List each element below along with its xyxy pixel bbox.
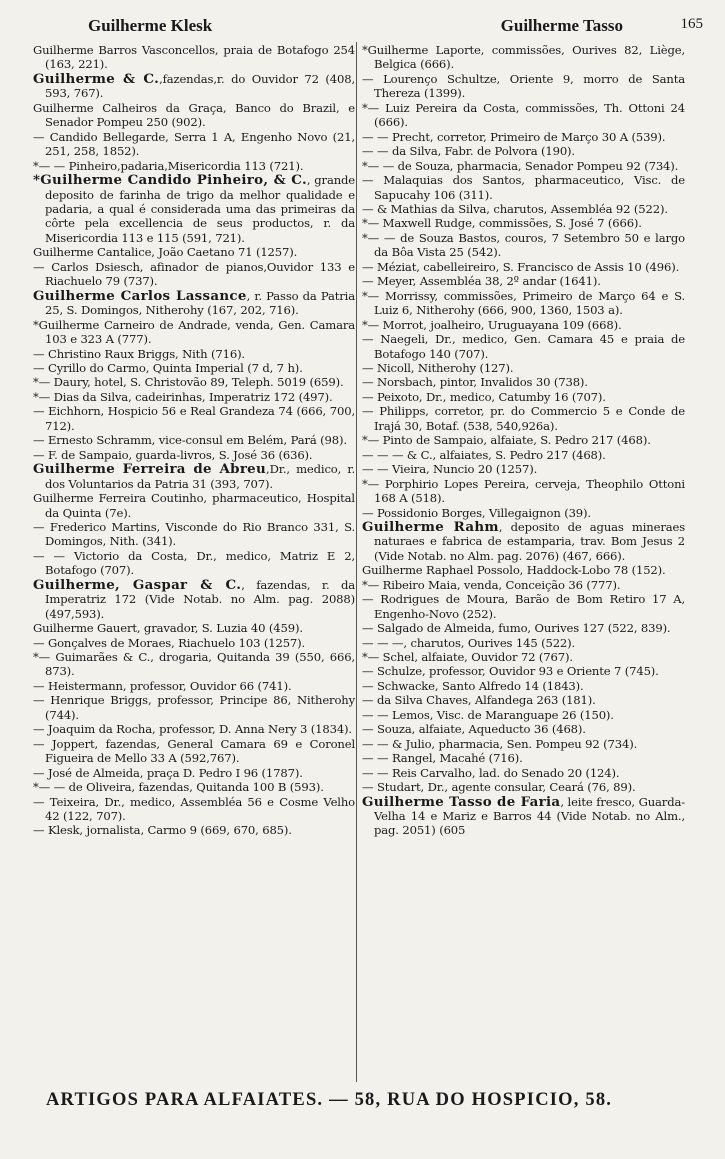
directory-entry <box>33 318 355 347</box>
entry-text: — — Lemos, Visc. de Maranguape 26 (150). <box>362 707 614 722</box>
entry-text: *— Morrot, joalheiro, Uruguayana 109 (668). <box>362 317 622 332</box>
entry-text: ,Dr., medico, r. dos Voluntarios da Patria 31 (393, 707). <box>45 462 355 491</box>
directory-entry <box>362 636 685 650</box>
directory-entry <box>362 592 685 621</box>
directory-entry <box>362 202 685 216</box>
directory-entry <box>33 245 355 259</box>
entry-text: *— Schel, alfaiate, Ouvidor 72 (767). <box>362 650 573 665</box>
footer-advertisement: ARTIGOS PARA ALFAIATES. — 58, RUA DO HOSPICIO, 58. <box>46 1090 613 1110</box>
entry-text: — da Silva Chaves, Alfandega 263 (181). <box>362 693 596 708</box>
directory-entry <box>33 491 355 520</box>
entry-text: — Naegeli, Dr., medico, Gen. Camara 45 e praia de Botafogo 140 (707). <box>362 332 685 361</box>
directory-entry <box>33 737 355 766</box>
directory-entry <box>362 390 685 404</box>
directory-entry <box>33 375 355 389</box>
entry-text: — Possidonio Borges, Villegaignon (39). <box>362 505 591 520</box>
entry-text: — Gonçalves de Moraes, Riachuelo 103 (1257). <box>33 635 306 650</box>
entry-text: — — & Julio, pharmacia, Sen. Pompeu 92 (734). <box>362 736 638 751</box>
directory-entry <box>33 722 355 736</box>
entry-text: — Joppert, fazendas, General Camara 69 e Coronel Figueira de Mello 33 A (592,767). <box>33 736 355 766</box>
directory-entry <box>362 43 685 72</box>
entry-text: — Christino Raux Briggs, Nith (716). <box>33 346 245 361</box>
entry-text: , leite fresco, Guarda-Velha 14 e Mariz e Barros 44 (Vide Notab. no Alm., pag. 2051) (605 <box>374 794 685 838</box>
entry-text: — Klesk, jornalista, Carmo 9 (669, 670, 685). <box>33 823 292 838</box>
entry-text: — Norsbach, pintor, Invalidos 30 (738). <box>362 375 588 390</box>
entry-text: — Carlos Dsiesch, afinador de pianos,Ouvidor 133 e Riachuelo 79 (737). <box>33 259 355 289</box>
directory-entry <box>362 159 685 173</box>
directory-entry <box>33 795 355 824</box>
directory-entry <box>362 361 685 375</box>
entry-text: , deposito de aguas mineraes naturaes e fabrica de estamparia, trav. Bom Jesus 2 (Vide Notab. no Alm. pag. 2076) (467, 666). <box>374 519 685 563</box>
directory-entry <box>362 477 685 506</box>
entry-text: *Guilherme Laporte, commissões, Ourives 82, Liège, Belgica (666). <box>362 43 685 72</box>
entry-text: Guilherme Raphael Possolo, Haddock-Lobo 78 (152). <box>362 563 666 578</box>
directory-entry <box>362 520 685 563</box>
directory-entry <box>362 433 685 447</box>
directory-entry <box>362 72 685 101</box>
directory-entry <box>362 693 685 707</box>
directory-entry <box>362 766 685 780</box>
entry-bold-name: Guilherme Carlos Lassance <box>33 287 247 304</box>
directory-entry <box>362 679 685 693</box>
entry-text: — — —, charutos, Ourives 145 (522). <box>362 635 576 650</box>
entry-text: *— Daury, hotel, S. Christovão 89, Teleph. 5019 (659). <box>33 375 344 390</box>
directory-entry <box>33 173 355 245</box>
entry-text: — José de Almeida, praça D. Pedro I 96 (1787). <box>33 765 303 780</box>
left-column <box>33 43 355 838</box>
directory-entry <box>33 578 355 621</box>
entry-text: — — Victorio da Costa, Dr., medico, Matriz E 2, Botafogo (707). <box>33 548 355 578</box>
entry-text: — Candido Bellegarde, Serra 1 A, Engenho Novo (21, 251, 258, 1852). <box>33 129 355 159</box>
entry-text: — Nicoll, Nitherohy (127). <box>362 360 514 375</box>
directory-entry <box>33 72 355 101</box>
entry-text: — Henrique Briggs, professor, Principe 86, Nitherohy (744). <box>33 693 355 722</box>
entry-text: Guilherme Calheiros da Graça, Banco do Brazil, e Senador Pompeu 250 (902). <box>33 100 355 130</box>
directory-entry <box>362 274 685 288</box>
directory-entry <box>33 43 355 72</box>
entry-text: — Méziat, cabelleireiro, S. Francisco de Assis 10 (496). <box>362 259 680 274</box>
entry-text: — Peixoto, Dr., medico, Catumby 16 (707). <box>362 389 606 404</box>
directory-entry <box>33 404 355 433</box>
entry-text: *— Ribeiro Maia, venda, Conceição 36 (777). <box>362 577 621 592</box>
entry-text: — Schulze, professor, Ouvidor 93 e Oriente 7 (745). <box>362 664 659 679</box>
entry-text: , r. Passo da Patria 25, S. Domingos, Nitherohy (167, 202, 716). <box>45 288 355 318</box>
directory-entry <box>362 664 685 678</box>
directory-entry <box>362 318 685 332</box>
directory-entry <box>362 448 685 462</box>
entry-text: — Lourenço Schultze, Oriente 9, morro de Santa Thereza (1399). <box>362 71 685 101</box>
directory-entry <box>33 766 355 780</box>
entry-text: ,fazendas,r. do Ouvidor 72 (408, 593, 767). <box>45 71 355 101</box>
entry-text: *Guilherme Carneiro de Andrade, venda, Gen. Camara 103 e 323 A (777). <box>33 317 355 347</box>
entry-text: — Rodrigues de Moura, Barão de Bom Retiro 17 A, Engenho-Novo (252). <box>362 592 685 621</box>
entry-text: *— Maxwell Rudge, commissões, S. José 7 (666). <box>362 216 642 231</box>
directory-entry <box>33 823 355 837</box>
right-column <box>362 43 685 838</box>
entry-text: — Malaquias dos Santos, pharmaceutico, Visc. de Sapucahy 106 (311). <box>362 173 685 202</box>
entry-text: — — da Silva, Fabr. de Polvora (190). <box>362 144 575 159</box>
directory-entry <box>33 260 355 289</box>
entry-text: — — Rangel, Macahé (716). <box>362 751 523 766</box>
entry-text: — Frederico Martins, Visconde do Rio Branco 331, S. Domingos, Nith. (341). <box>33 519 355 549</box>
directory-entry <box>362 780 685 794</box>
entry-text: — Ernesto Schramm, vice-consul em Belém, Pará (98). <box>33 433 347 448</box>
entry-text: Guilherme Ferreira Coutinho, pharmaceutico, Hospital da Quinta (7e). <box>33 491 355 520</box>
entry-text: — Studart, Dr., agente consular, Ceará (76, 89). <box>362 780 636 795</box>
entry-text: — — Precht, corretor, Primeiro de Março 30 A (539). <box>362 129 666 144</box>
directory-entry <box>362 404 685 433</box>
directory-entry <box>33 289 355 318</box>
entry-bold-name: Guilherme Rahm <box>362 518 499 535</box>
entry-bold-name: *Guilherme Candido Pinheiro, & C. <box>33 172 307 189</box>
directory-entry <box>33 679 355 693</box>
directory-entry <box>362 506 685 520</box>
directory-entry <box>33 780 355 794</box>
directory-entry <box>362 563 685 577</box>
directory-entry <box>362 289 685 318</box>
entry-text: — Meyer, Assembléa 38, 2º andar (1641). <box>362 274 601 289</box>
directory-entry <box>33 130 355 159</box>
directory-entry <box>362 101 685 130</box>
page-number: 165 <box>680 16 703 32</box>
entry-text: *— Luiz Pereira da Costa, commissões, Th. Ottoni 24 (666). <box>362 100 685 130</box>
entry-text: — — — & C., alfaiates, S. Pedro 217 (468). <box>362 447 606 462</box>
entry-text: *— Guimarães & C., drogaria, Quitanda 39 (550, 666, 873). <box>33 650 355 679</box>
entry-text: — Teixeira, Dr., medico, Assembléa 56 e Cosme Velho 42 (122, 707). <box>33 794 355 824</box>
column-divider <box>356 42 357 1082</box>
entry-text: *— — de Souza, pharmacia, Senador Pompeu 92 (734). <box>362 158 679 173</box>
directory-entry <box>362 722 685 736</box>
directory-entry <box>33 636 355 650</box>
entry-text: — Cyrillo do Carmo, Quinta Imperial (7 d, 7 h). <box>33 360 303 375</box>
entry-text: *— — de Souza Bastos, couros, 7 Setembro 50 e largo da Bôa Vista 25 (542). <box>362 230 685 260</box>
directory-entry <box>33 390 355 404</box>
entry-text: Guilherme Gauert, gravador, S. Luzia 40 (459). <box>33 621 303 636</box>
entry-text: Guilherme Cantalice, João Caetano 71 (1257). <box>33 245 298 260</box>
directory-entry <box>33 650 355 679</box>
entry-text: , grande deposito de farinha de trigo da melhor qualidade e padaria, a qual é considerada uma das primeiras da côrte pela excellencia de seus productos, r. da Misericordia 113 e 115 (591, 721). <box>45 173 356 245</box>
directory-entry <box>33 448 355 462</box>
directory-entry <box>362 332 685 361</box>
entry-text: — & Mathias da Silva, charutos, Assembléa 92 (522). <box>362 201 668 216</box>
entry-text: *— Dias da Silva, cadeirinhas, Imperatriz 172 (497). <box>33 389 333 404</box>
directory-entry <box>362 216 685 230</box>
directory-entry <box>362 462 685 476</box>
directory-entry <box>362 737 685 751</box>
directory-entry <box>33 549 355 578</box>
directory-entry <box>33 520 355 549</box>
directory-entry <box>362 708 685 722</box>
directory-entry <box>362 578 685 592</box>
directory-entry <box>362 375 685 389</box>
entry-text: *— — de Oliveira, fazendas, Quitanda 100 B (593). <box>33 780 324 795</box>
entry-text: — — Vieira, Nuncio 20 (1257). <box>362 462 538 477</box>
directory-entry <box>362 173 685 202</box>
directory-entry <box>362 130 685 144</box>
entry-text: Guilherme Barros Vasconcellos, praia de Botafogo 254 (163, 221). <box>33 43 355 72</box>
directory-entry <box>33 347 355 361</box>
entry-text: *— — Pinheiro,padaria,Misericordia 113 (721). <box>33 158 304 173</box>
entry-text: — Eichhorn, Hospicio 56 e Real Grandeza 74 (666, 700, 712). <box>33 404 355 433</box>
entry-text: *— Pinto de Sampaio, alfaiate, S. Pedro 217 (468). <box>362 433 651 448</box>
entry-text: — — Reis Carvalho, lad. do Senado 20 (124). <box>362 765 620 780</box>
entry-text: — Joaquim da Rocha, professor, D. Anna Nery 3 (1834). <box>33 722 352 737</box>
directory-entry <box>33 159 355 173</box>
entry-text: — Salgado de Almeida, fumo, Ourives 127 (522, 839). <box>362 621 671 636</box>
entry-text: — F. de Sampaio, guarda-livros, S. José 36 (636). <box>33 447 313 462</box>
entry-bold-name: Guilherme Ferreira de Abreu <box>33 461 267 478</box>
directory-entry <box>362 260 685 274</box>
entry-text: , fazendas, r. da Imperatriz 172 (Vide Notab. no Alm. pag. 2088) (497,593). <box>45 577 356 621</box>
directory-entry <box>33 433 355 447</box>
directory-entry <box>33 101 355 130</box>
entry-bold-name: Guilherme, Gaspar & C. <box>33 576 242 593</box>
directory-entry <box>362 144 685 158</box>
directory-entry <box>362 795 685 838</box>
directory-entry <box>362 751 685 765</box>
directory-entry <box>33 462 355 491</box>
directory-entry <box>362 621 685 635</box>
entry-text: *— Morrissy, commissões, Primeiro de Março 64 e S. Luiz 6, Nitherohy (666, 900, 1360, 1503 a). <box>362 288 685 318</box>
directory-entry <box>33 361 355 375</box>
page-header <box>60 16 703 38</box>
entry-text: — Schwacke, Santo Alfredo 14 (1843). <box>362 678 584 693</box>
directory-entry <box>362 650 685 664</box>
header-left-name: Guilherme Klesk <box>88 16 213 35</box>
directory-entry <box>33 693 355 722</box>
entry-text: — Philipps, corretor, pr. do Commercio 5 e Conde de Irajá 30, Botaf. (538, 540,926a). <box>362 404 685 433</box>
entry-text: *— Porphirio Lopes Pereira, cerveja, Theophilo Ottoni 168 A (518). <box>362 476 685 506</box>
header-right-name: Guilherme Tasso <box>500 16 623 35</box>
directory-entry <box>33 621 355 635</box>
entry-text: — Heistermann, professor, Ouvidor 66 (741). <box>33 678 292 693</box>
directory-entry <box>362 231 685 260</box>
entry-text: — Souza, alfaiate, Aqueducto 36 (468). <box>362 722 586 737</box>
entry-bold-name: Guilherme Tasso de Faria <box>362 793 561 810</box>
entry-bold-name: Guilherme & C. <box>33 70 160 87</box>
